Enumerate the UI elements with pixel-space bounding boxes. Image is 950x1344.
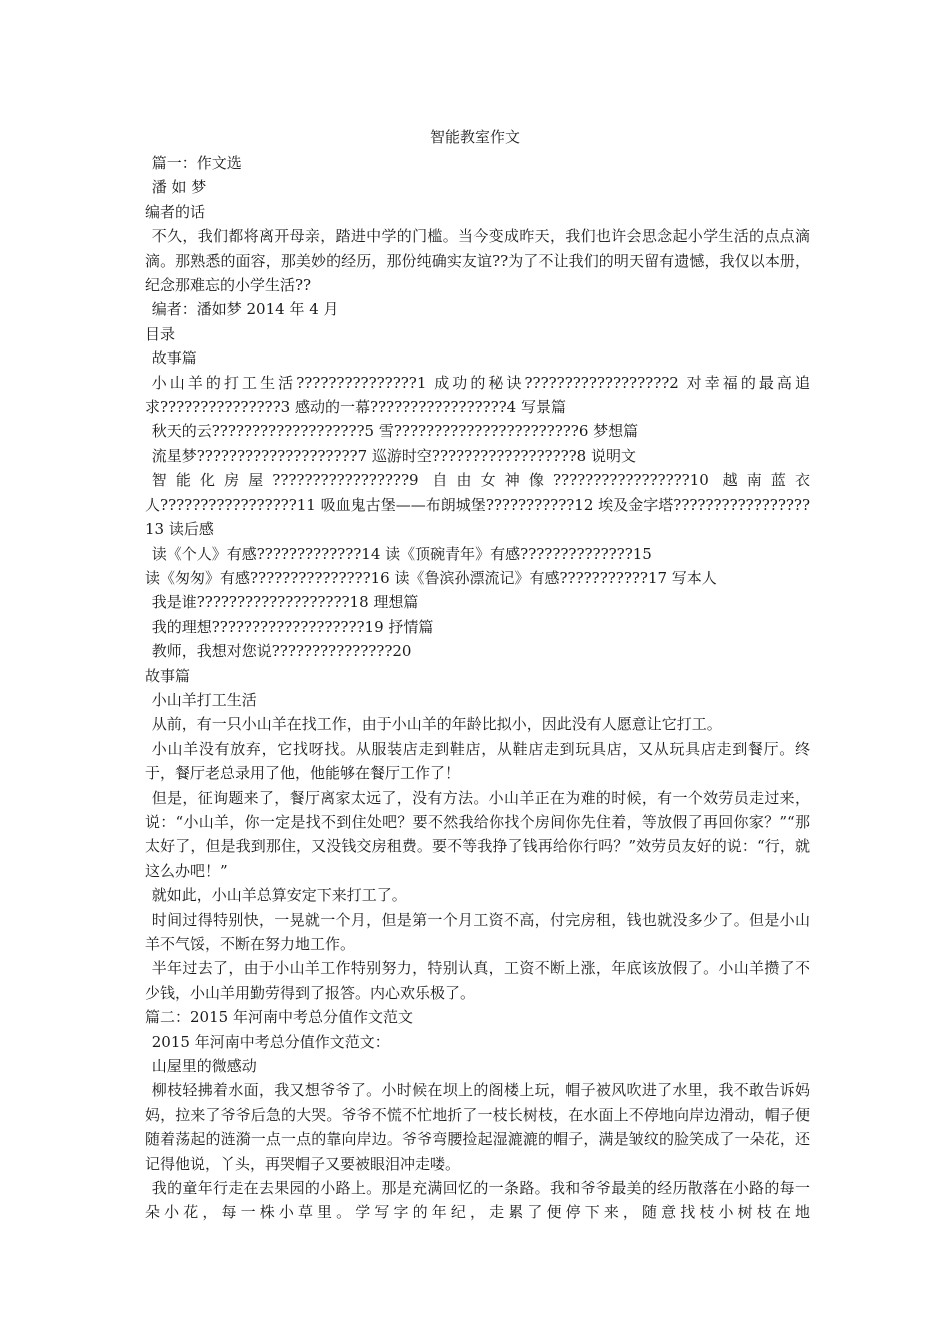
toc-entry: 故事篇 — [151, 349, 197, 368]
toc-entry: 读《个人》有感?????????????14 读《顶碗青年》有感??????????????15 — [151, 544, 652, 563]
paragraph: 从前，有一只小山羊在找工作，由于小山羊的年龄比拟小，因此没有人愿意让它打工。 — [151, 715, 722, 734]
toc-entry: 秋天的云???????????????????5 雪???????????????????????6 梦想篇 — [151, 422, 639, 441]
editor-note-heading: 编者的话 — [145, 202, 206, 221]
paragraph: 不久，我们都将离开母亲，踏进中学的门槛。当今变成昨天，我们也许会思念起小学生活的点点滴滴。那熟悉的面容，那美妙的经历，那份纯确实友谊??为了不让我们的明天留有遗憾，我仅以本册，纪念那难忘的小学生活?? — [145, 227, 810, 295]
toc-entry: 我是谁???????????????????18 理想篇 — [151, 593, 419, 612]
essay-title: 山屋里的微感动 — [151, 1057, 257, 1076]
paragraph: 小山羊没有放弃，它找呀找。从服装店走到鞋店，从鞋店走到玩具店，又从玩具店走到餐厅。终于，餐厅老总录用了他，他能够在餐厅工作了！ — [145, 739, 810, 783]
document-title: 智能教室作文 — [429, 128, 520, 146]
toc-heading: 目录 — [145, 324, 176, 343]
paragraph: 但是，征询题来了，餐厅离家太远了，没有方法。小山羊正在为难的时候，有一个效劳员走过来，说：“小山羊，你一定是找不到住处吧？要不然我给你找个房间你先住着，等放假了再回你家？”“那太好了，但是我到那住，又没钱交房租费。要不等我挣了钱再给你行吗？”效劳员友好的说：“行，就这么办吧！” — [145, 788, 810, 880]
subheading: 2015 年河南中考总分值作文范文： — [151, 1032, 390, 1051]
toc-entry: 智能化房屋?????????????????9 自由女神像?????????????????10 越南蓝衣人?????????????????11 吸血鬼古堡——布朗城堡???????????12 埃及金字塔?????????????????13 读后感 — [145, 471, 810, 539]
paragraph: 就如此，小山羊总算安定下来打工了。 — [151, 886, 407, 905]
document-body — [145, 151, 810, 1225]
editor-signature: 编者：潘如梦 2014 年 4 月 — [151, 300, 339, 319]
toc-entry: 小山羊的打工生活???????????????1 成功的秘诀??????????????????2 对幸福的最高追求???????????????3 感动的一幕?????????????????4 写景篇 — [145, 373, 810, 417]
section-heading: 故事篇 — [145, 666, 191, 685]
story-title: 小山羊打工生活 — [151, 690, 257, 709]
toc-entry: 我的理想???????????????????19 抒情篇 — [151, 617, 434, 636]
paragraph: 我的童年行走在去果园的小路上。那是充满回忆的一条路。我和爷爷最美的经历散落在小路的每一朵小花，每一株小草里。学写字的年纪，走累了便停下来，随意找枝小树枝在地 — [145, 1179, 810, 1222]
toc-entry: 读《匆匆》有感???????????????16 读《鲁滨孙漂流记》有感???????????17 写本人 — [145, 568, 717, 587]
section-heading-2: 篇二：2015 年河南中考总分值作文范文 — [145, 1008, 413, 1027]
author-name: 潘 如 梦 — [151, 178, 207, 197]
paragraph: 柳枝轻拂着水面，我又想爷爷了。小时候在坝上的阁楼上玩，帽子被风吹进了水里，我不敢告诉妈妈，拉来了爷爷后急的大哭。爷爷不慌不忙地折了一枝长树枝，在水面上不停地向岸边滑动，帽子便随着荡起的涟漪一点一点的靠向岸边。爷爷弯腰捡起湿漉漉的帽子，满是皱纹的脸笑成了一朵花，还记得他说，丫头，再哭帽子又要被眼泪冲走喽。 — [145, 1081, 810, 1173]
toc-entry: 教师，我想对您说???????????????20 — [151, 642, 412, 661]
paragraph: 时间过得特别快，一晃就一个月，但是第一个月工资不高，付完房租，钱也就没多少了。但是小山羊不气馁，不断在努力地工作。 — [145, 910, 810, 953]
toc-entry: 流星梦????????????????????7 巡游时空??????????????????8 说明文 — [151, 446, 636, 465]
paragraph: 半年过去了，由于小山羊工作特别努力，特别认真，工资不断上涨，年底该放假了。小山羊攒了不少钱，小山羊用勤劳得到了报答。内心欢乐极了。 — [145, 959, 810, 1002]
section-heading-1: 篇一：作文选 — [151, 154, 242, 172]
